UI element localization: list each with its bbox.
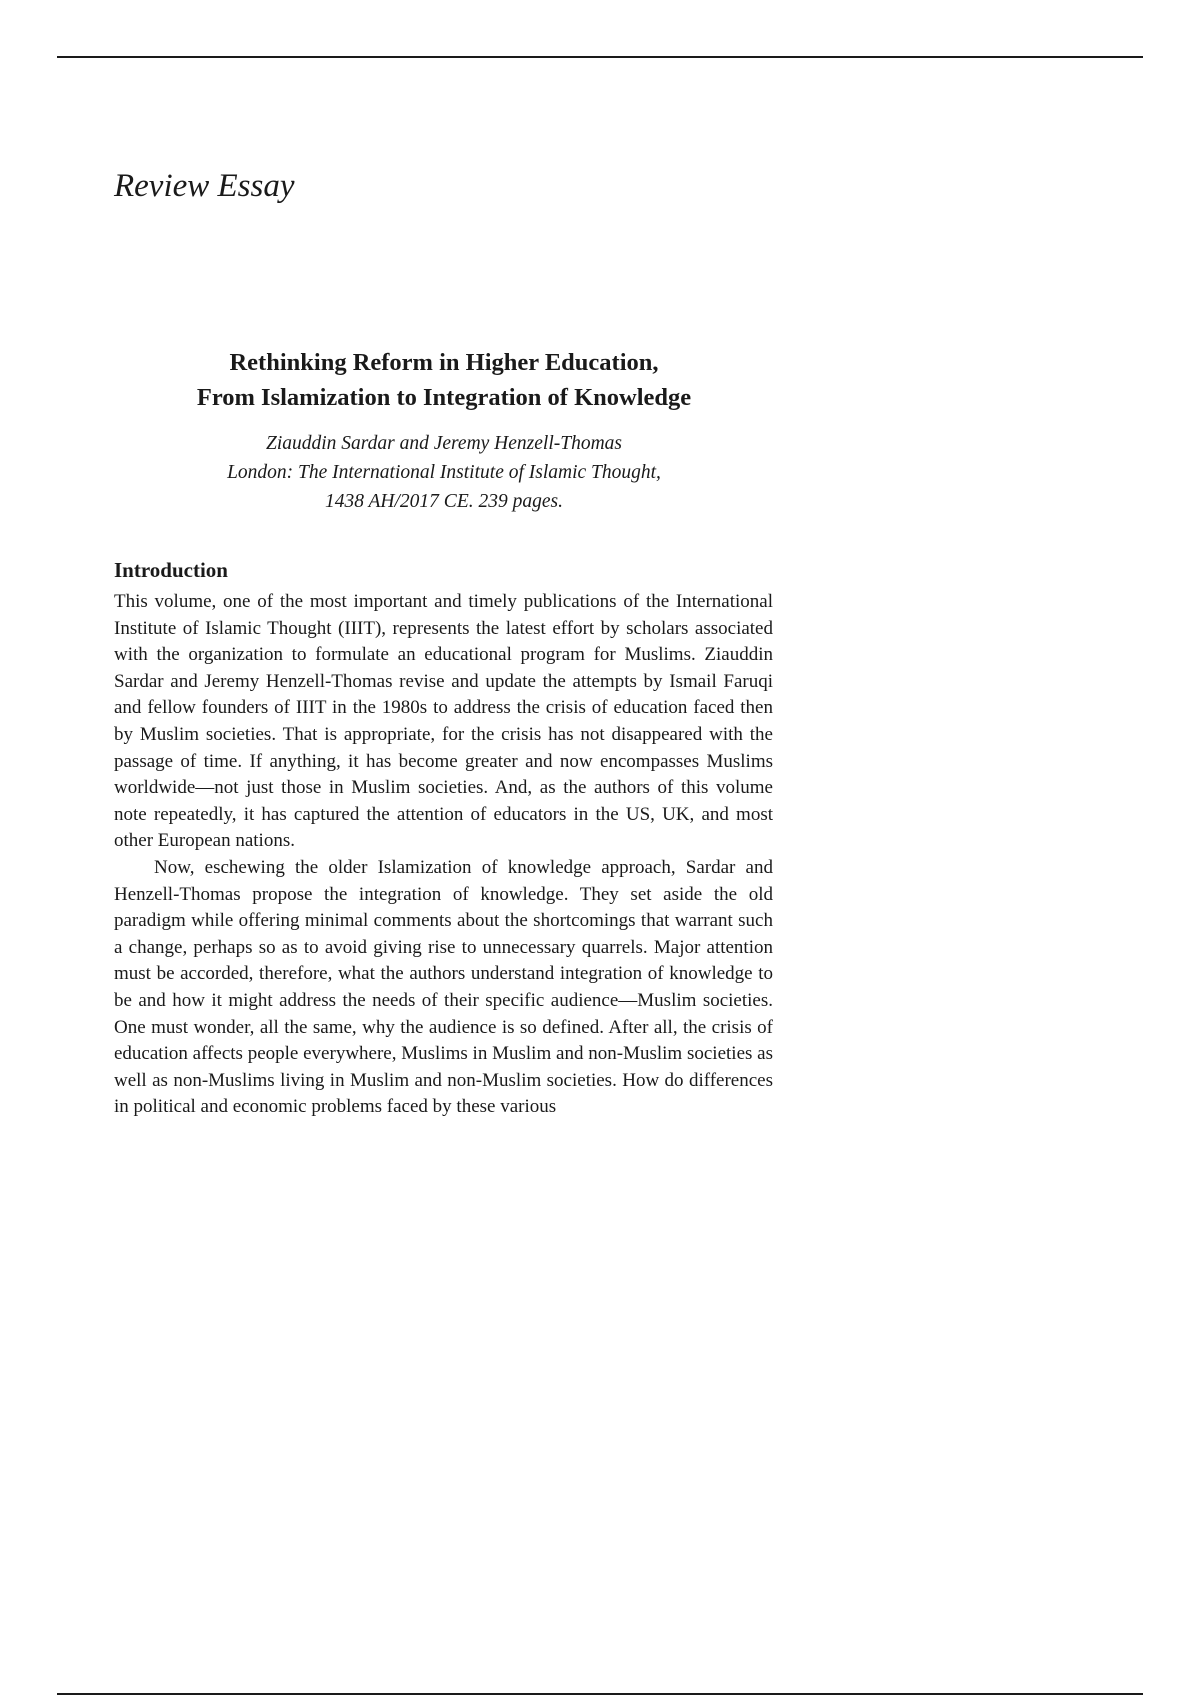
section-label: Review Essay [114,168,295,204]
book-authors: Ziauddin Sardar and Jeremy Henzell-Thomas [265,433,623,454]
introduction-heading: Introduction [114,558,228,582]
book-title-line-1: Rethinking Reform in Higher Education, [229,349,659,376]
book-meta [114,429,774,516]
book-title-line-2: From Islamization to Integration of Knowledge [196,384,692,411]
paragraph-1: This volume, one of the most important and timely publications of the International Institute of Islamic Thought (IIIT), represents the latest effort by scholars associated with the organization to formulate an educational program for Muslims. Ziauddin Sardar and Jeremy Henzell-Thomas revise and update the attempts by Ismail Faruqi and fellow founders of IIIT in the 1980s to address the crisis of education faced then by Muslim societies. That is appropriate, for the crisis has not disappeared with the passage of time. If anything, it has become greater and now encompasses Muslims worldwide—not just those in Muslim societies. And, as the authors of this volume note repeatedly, it has captured the attention of educators in the US, UK, and most other European nations. [114,591,773,852]
book-citation [114,345,774,516]
paragraph-2: Now, eschewing the older Islamization of knowledge approach, Sardar and Henzell-Thomas propose the integration of knowledge. They set aside the old paradigm while offering minimal comments about the shortcomings that warrant such a change, perhaps so as to avoid giving rise to unnecessary quarrels. Major attention must be accorded, therefore, what the authors understand integration of knowledge to be and how it might address the needs of their specific audience—Muslim societies. One must wonder, all the same, why the audience is so defined. After all, the crisis of education affects people everywhere, Muslims in Muslim and non-Muslim societies as well as non-Muslims living in Muslim and non-Muslim societies. How do differences in political and economic problems faced by these various [114,856,773,1118]
bottom-rule [57,1693,1143,1695]
top-rule [57,56,1143,58]
book-publisher: London: The International Institute of Islamic Thought, [227,462,661,483]
book-title [114,345,774,415]
body-text [114,589,773,1121]
book-details: 1438 AH/2017 CE. 239 pages. [325,491,563,512]
